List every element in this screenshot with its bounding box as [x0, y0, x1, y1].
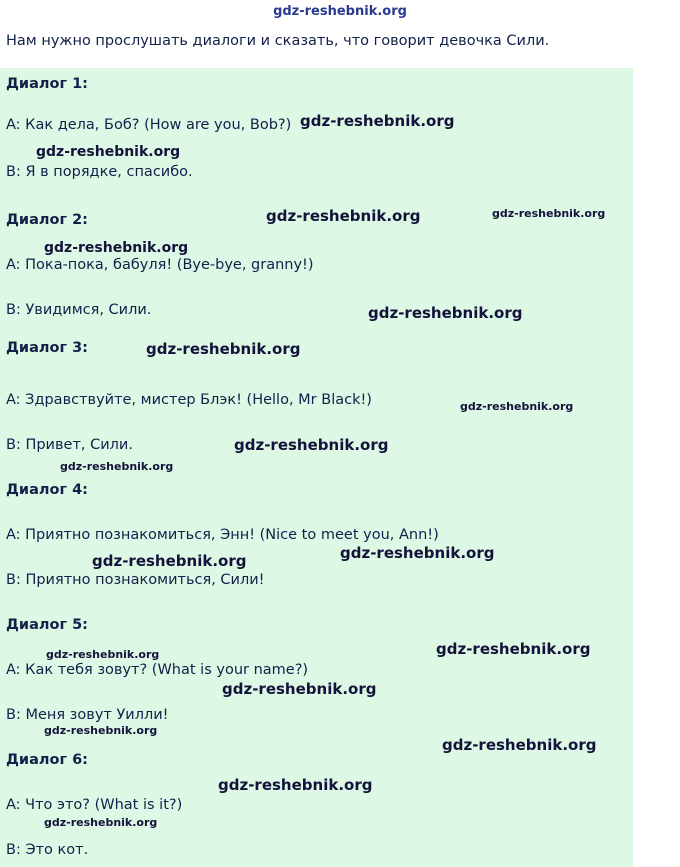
dialogue-line: A: Здравствуйте, мистер Блэк! (Hello, Mr Black!) — [6, 392, 372, 408]
site-watermark: gdz-reshebnik.org — [36, 144, 181, 160]
dialogue-heading: Диалог 5: — [6, 617, 88, 633]
site-watermark: gdz-reshebnik.org — [492, 207, 606, 220]
site-watermark: gdz-reshebnik.org — [436, 640, 591, 658]
dialogue-line: B: Я в порядке, спасибо. — [6, 164, 193, 180]
site-watermark: gdz-reshebnik.org — [300, 112, 455, 130]
dialogue-heading: Диалог 4: — [6, 482, 88, 498]
dialogue-line: A: Как дела, Боб? (How are you, Bob?) — [6, 117, 292, 133]
dialogue-line: B: Меня зовут Уилли! — [6, 707, 169, 723]
site-watermark: gdz-reshebnik.org — [340, 544, 495, 562]
dialogue-line: A: Что это? (What is it?) — [6, 797, 183, 813]
dialogue-line: B: Увидимся, Сили. — [6, 302, 152, 318]
dialogue-line: B: Привет, Сили. — [6, 437, 133, 453]
dialogue-line: A: Приятно познакомиться, Энн! (Nice to meet you, Ann!) — [6, 527, 439, 543]
site-watermark: gdz-reshebnik.org — [46, 648, 160, 661]
dialogue-line: A: Пока-пока, бабуля! (Bye-bye, granny!) — [6, 257, 314, 273]
dialogue-line: B: Это кот. — [6, 842, 89, 858]
dialogue-line: A: Как тебя зовут? (What is your name?) — [6, 662, 309, 678]
site-watermark: gdz-reshebnik.org — [60, 460, 174, 473]
site-watermark: gdz-reshebnik.org — [460, 400, 574, 413]
dialogue-line: B: Приятно познакомиться, Сили! — [6, 572, 265, 588]
site-watermark: gdz-reshebnik.org — [368, 304, 523, 322]
right-margin — [633, 68, 680, 867]
site-watermark-header: gdz-reshebnik.org — [273, 4, 407, 19]
site-watermark: gdz-reshebnik.org — [92, 552, 247, 570]
site-watermark: gdz-reshebnik.org — [234, 436, 389, 454]
dialogue-heading: Диалог 2: — [6, 212, 88, 228]
site-watermark: gdz-reshebnik.org — [146, 340, 301, 358]
site-watermark: gdz-reshebnik.org — [44, 816, 158, 829]
site-watermark: gdz-reshebnik.org — [44, 240, 189, 256]
site-watermark: gdz-reshebnik.org — [44, 724, 158, 737]
site-watermark: gdz-reshebnik.org — [266, 207, 421, 225]
site-watermark: gdz-reshebnik.org — [218, 776, 373, 794]
dialogue-heading: Диалог 6: — [6, 752, 88, 768]
site-watermark: gdz-reshebnik.org — [442, 736, 597, 754]
task-instruction: Нам нужно прослушать диалоги и сказать, что говорит девочка Сили. — [6, 33, 550, 49]
dialogue-heading: Диалог 3: — [6, 340, 88, 356]
site-watermark: gdz-reshebnik.org — [222, 680, 377, 698]
dialogue-heading: Диалог 1: — [6, 76, 88, 92]
